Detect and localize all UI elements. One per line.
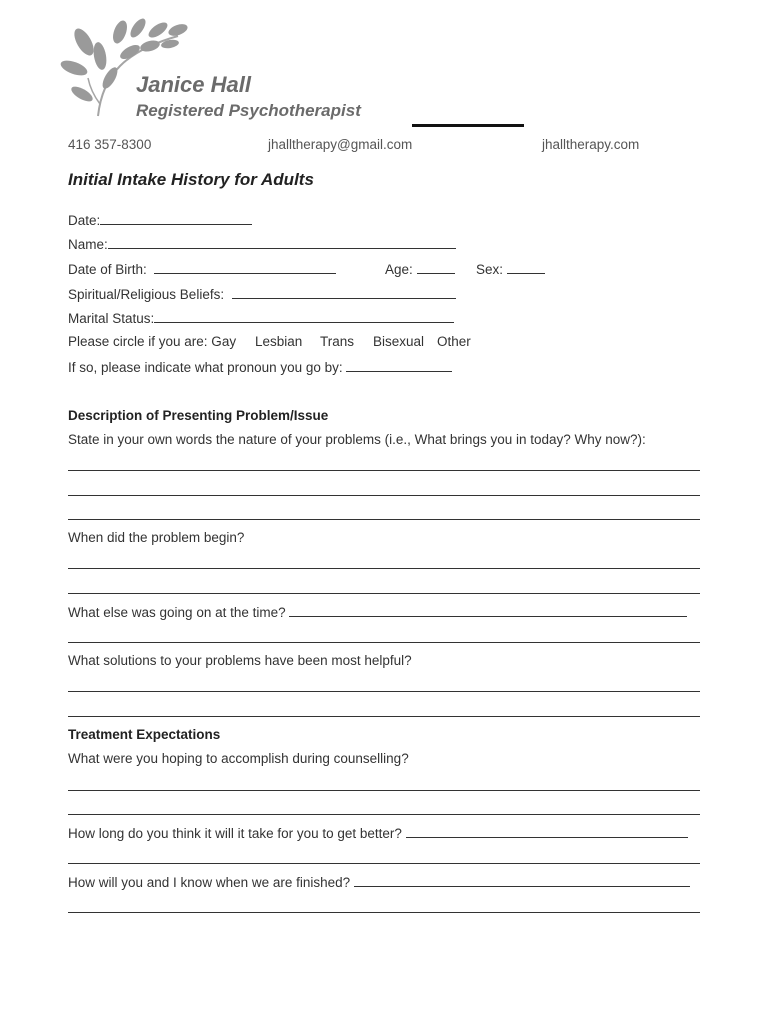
therapist-name: Janice Hall [136, 72, 251, 97]
question-how-long[interactable] [68, 825, 688, 841]
sex-field[interactable] [476, 261, 545, 277]
question-finished-label: How will you and I know when we are finished? [68, 875, 351, 890]
name-label: Name: [68, 237, 108, 252]
question-solutions: What solutions to your problems have been most helpful? [68, 653, 412, 668]
question-hoping: What were you hoping to accomplish during counselling? [68, 751, 409, 766]
header-divider [412, 124, 524, 127]
question-nature: State in your own words the nature of your problems (i.e., What brings you in today? Why now?): [68, 432, 646, 447]
answer-line[interactable] [68, 495, 700, 496]
treatment-heading: Treatment Expectations [68, 727, 221, 742]
marital-label: Marital Status: [68, 311, 155, 326]
therapist-title: Registered Psychotherapist [136, 101, 361, 120]
contact-phone: 416 357-8300 [68, 137, 152, 152]
answer-line[interactable] [68, 912, 700, 913]
answer-line[interactable] [68, 568, 700, 569]
pronoun-field[interactable] [68, 359, 452, 375]
option-bisexual[interactable]: Bisexual [373, 334, 425, 349]
question-finished[interactable] [68, 874, 690, 890]
question-else-label: What else was going on at the time? [68, 605, 286, 620]
name-field[interactable] [68, 236, 456, 252]
answer-line[interactable] [68, 716, 700, 717]
answer-line[interactable] [68, 691, 700, 692]
question-how-long-label: How long do you think it will it take for you to get better? [68, 826, 402, 841]
option-lesbian[interactable]: Lesbian [255, 334, 303, 349]
form-title: Initial Intake History for Adults [68, 170, 314, 189]
answer-line[interactable] [68, 519, 700, 520]
sex-label: Sex: [476, 262, 504, 277]
date-field[interactable] [68, 212, 252, 228]
dob-field[interactable] [68, 261, 336, 277]
dob-label: Date of Birth: [68, 262, 147, 277]
answer-line[interactable] [68, 814, 700, 815]
question-else[interactable] [68, 604, 687, 620]
answer-line[interactable] [68, 593, 700, 594]
answer-line[interactable] [68, 863, 700, 864]
answer-line[interactable] [68, 470, 700, 471]
contact-website[interactable]: jhalltherapy.com [542, 137, 640, 152]
marital-field[interactable] [68, 310, 454, 326]
pronoun-label: If so, please indicate what pronoun you go by: [68, 360, 343, 375]
answer-line[interactable] [68, 642, 700, 643]
beliefs-label: Spiritual/Religious Beliefs: [68, 287, 225, 302]
option-other[interactable]: Other [437, 334, 471, 349]
beliefs-field[interactable] [68, 286, 456, 302]
orientation-label: Please circle if you are: Gay [68, 334, 237, 349]
contact-email[interactable]: jhalltherapy@gmail.com [268, 137, 413, 152]
presenting-heading: Description of Presenting Problem/Issue [68, 408, 329, 423]
age-label: Age: [385, 262, 413, 277]
answer-line[interactable] [68, 790, 700, 791]
question-begin: When did the problem begin? [68, 530, 245, 545]
option-trans[interactable]: Trans [320, 334, 355, 349]
age-field[interactable] [385, 261, 455, 277]
date-label: Date: [68, 213, 101, 228]
